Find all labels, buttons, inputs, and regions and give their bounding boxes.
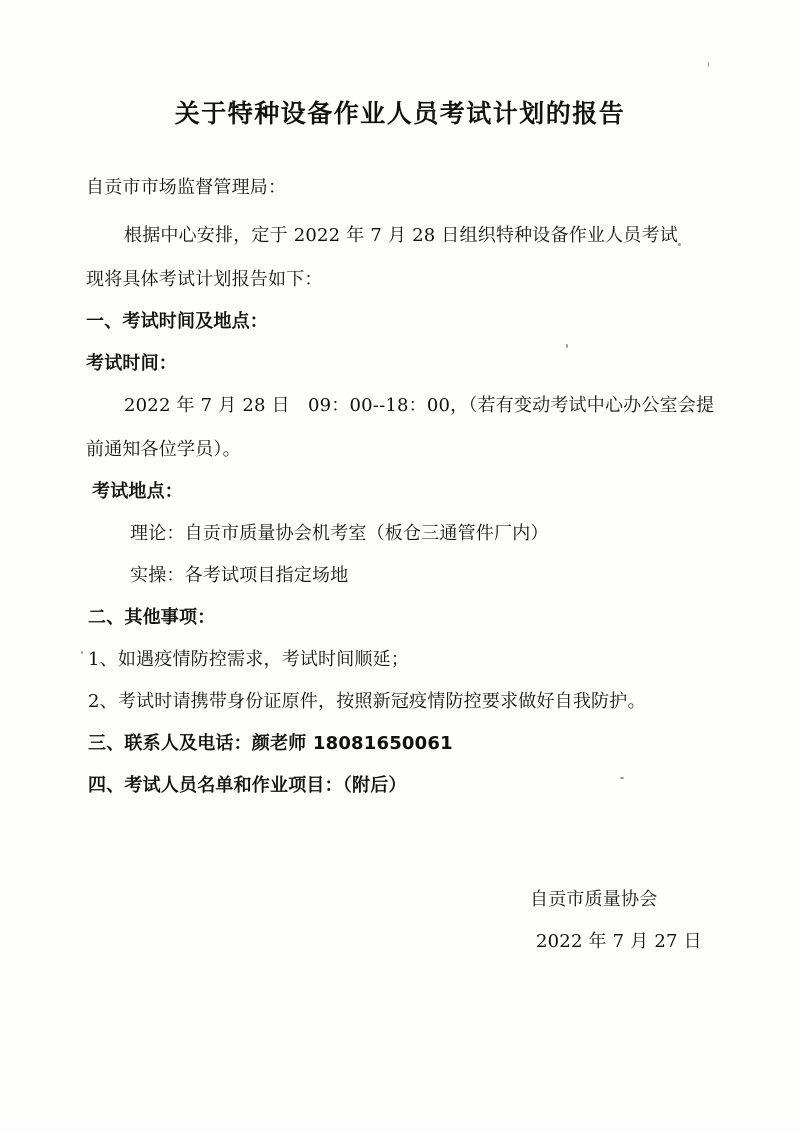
section-3-heading: 三、联系人及电话：颜老师 18081650061	[88, 733, 453, 754]
section-1-heading: 一、考试时间及地点：	[86, 311, 268, 332]
section-2-heading: 二、其他事项：	[88, 607, 216, 628]
intro-line-2: 现将具体考试计划报告如下：	[86, 269, 323, 290]
note-2: 2、考试时请携带身份证原件，按照新冠疫情防控要求做好自我防护。	[88, 691, 646, 712]
signature-date: 2022 年 7 月 27 日	[536, 931, 702, 952]
exam-time-label: 考试时间：	[86, 353, 177, 374]
scan-speck	[81, 651, 83, 654]
exam-time-line-2: 前通知各位学员）。	[86, 439, 241, 460]
location-theory: 理论：自贡市质量协会机考室（板仓三通管件厂内）	[130, 523, 549, 544]
scan-speck	[620, 777, 624, 779]
exam-location-label: 考试地点：	[92, 481, 183, 502]
scan-speck	[708, 62, 709, 67]
note-1: 1、如遇疫情防控需求，考试时间顺延；	[88, 649, 410, 670]
signature-org: 自贡市质量协会	[530, 889, 658, 910]
location-practical: 实操：各考试项目指定场地	[130, 565, 349, 586]
scan-speck	[566, 344, 568, 348]
intro-line-1: 根据中心安排，定于 2022 年 7 月 28 日组织特种设备作业人员考试	[124, 225, 678, 246]
exam-time-line-1: 2022 年 7 月 28 日 09：00--18：00，（若有变动考试中心办公室会提	[124, 395, 715, 416]
addressee: 自贡市市场监督管理局：	[86, 177, 287, 198]
section-4-heading: 四、考试人员名单和作业项目：（附后）	[88, 775, 407, 796]
document-title: 关于特种设备作业人员考试计划的报告	[174, 99, 626, 128]
scan-speck	[678, 243, 681, 246]
